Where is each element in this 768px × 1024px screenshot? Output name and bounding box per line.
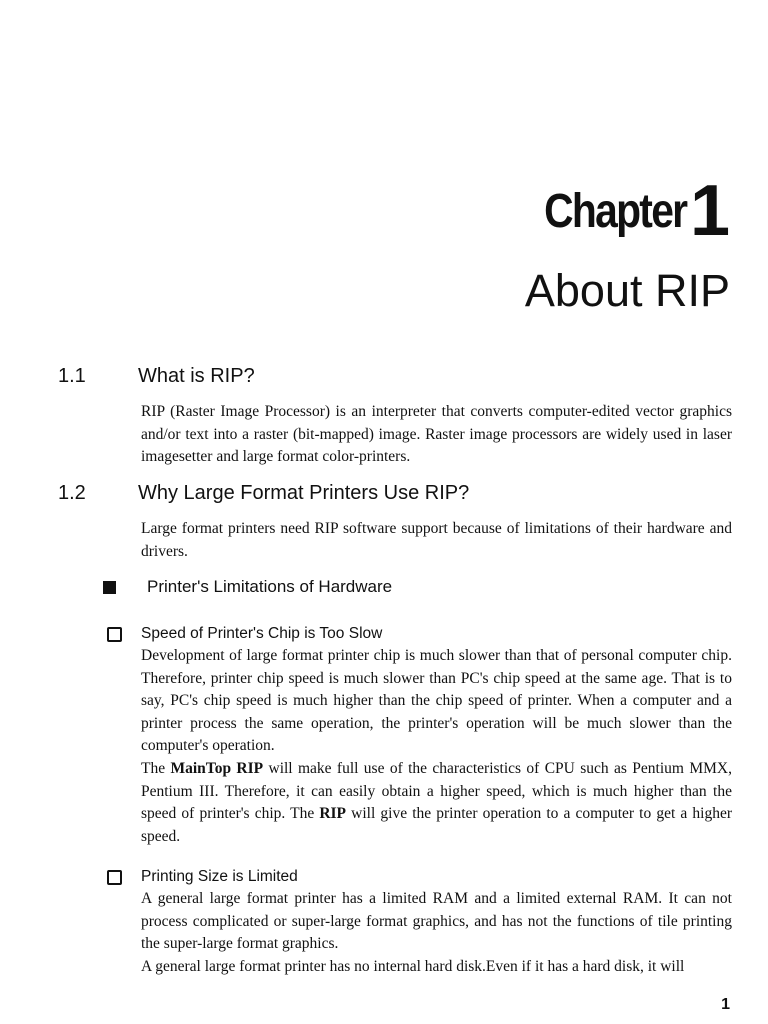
hollow-square-bullet-icon [107, 870, 122, 885]
section-title: Why Large Format Printers Use RIP? [138, 482, 470, 504]
item-title: Printing Size is Limited [141, 868, 298, 885]
section-1-1-paragraph: RIP (Raster Image Processor) is an interpreter that converts computer-edited vector graphics and/or text into a raster (bit-mapped) image. Raster image processors are widely used in laser imagesetter and large format color-printers. [141, 403, 732, 466]
bold-term-maintop-rip: MainTop RIP [170, 760, 264, 777]
section-number: 1.2 [58, 482, 86, 504]
chapter-title: About RIP [524, 265, 730, 316]
item-heading-chip-speed [107, 624, 382, 644]
chapter-heading [519, 171, 730, 251]
item-title: Speed of Printer's Chip is Too Slow [141, 625, 383, 642]
section-heading-1-1 [58, 363, 255, 389]
text-run: The [141, 760, 171, 777]
item-printing-size-paragraph-1: A general large format printer has a limited RAM and a limited external RAM. It can not process complicated or super-large format graphics, and has not the functions of tile printing the super-large format graphics. [141, 890, 732, 953]
bold-term-rip: RIP [319, 805, 347, 823]
item-heading-printing-size [107, 867, 298, 887]
subsection-heading [103, 576, 392, 598]
section-1-2-paragraph: Large format printers need RIP software support because of limitations of their hardware and drivers. [141, 520, 732, 560]
section-number: 1.1 [58, 365, 86, 387]
page-number: 1 [721, 996, 730, 1013]
section-heading-1-2 [58, 480, 469, 506]
chapter-word: Chapter [543, 185, 686, 238]
subsection-title: Printer's Limitations of Hardware [147, 577, 393, 596]
text-run: will give the printer operation to a computer to get a higher speed. [141, 805, 732, 845]
filled-square-bullet-icon [103, 581, 116, 594]
section-title: What is RIP? [138, 365, 255, 387]
hollow-square-bullet-icon [107, 627, 122, 642]
text-run: will make full use of the characteristics of CPU such as Pentium MMX, Pentium III. Therefore, it can easily obtain a higher speed, which is much higher than the speed of printer's chip. The [141, 760, 732, 823]
item-chip-speed-paragraph-2 [141, 758, 732, 848]
item-chip-speed-paragraph-1: Development of large format printer chip is much slower than that of personal computer chip. Therefore, printer chip speed is much slower than PC's chip speed at the same age. That is to say, PC's chip speed is much higher than the chip speed of printer. When a computer and a printer process the same operation, the printer's operation will be much slower than the computer's operation. [141, 647, 732, 755]
chapter-number: 1 [689, 171, 730, 251]
item-printing-size-paragraph-2: A general large format printer has no internal hard disk.Even if it has a hard disk, it will [141, 958, 685, 975]
